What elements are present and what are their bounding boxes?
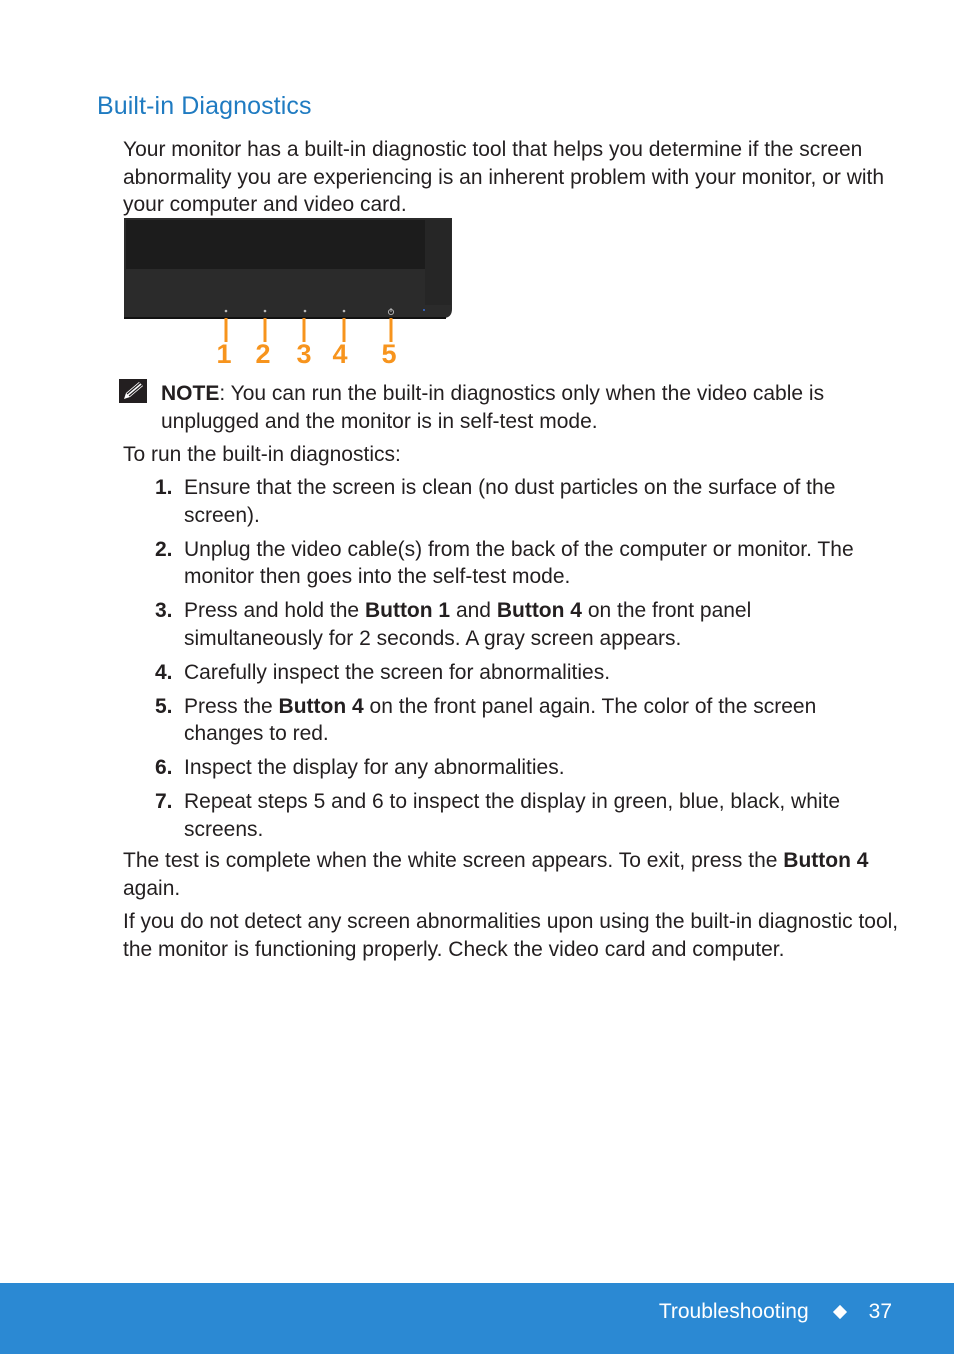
- note-label: NOTE: [161, 382, 220, 405]
- closing-paragraph: If you do not detect any screen abnormalities upon using the built-in diagnostic tool, the monitor is functioning properly. Check the video card and computer.: [123, 910, 899, 961]
- steps-list: [155, 474, 895, 850]
- step-number: 2.: [155, 537, 173, 561]
- step-text: Inspect the display for any abnormalities.: [184, 756, 565, 779]
- step-number: 5.: [155, 694, 173, 718]
- completion-text-end: again.: [123, 876, 181, 900]
- step-text: on the front panel simultaneously for 2 seconds. A gray screen appears.: [184, 599, 752, 650]
- callout-label-1: 1: [216, 339, 232, 369]
- step-number: 6.: [155, 756, 173, 779]
- step-bold-text: Button 1: [364, 599, 451, 622]
- diamond-icon: [833, 1305, 847, 1319]
- step-text: Repeat steps 5 and 6 to inspect the display in green, blue, black, white screens.: [184, 790, 841, 841]
- step-text: Carefully inspect the screen for abnormalities.: [184, 660, 611, 684]
- step-text: on the front panel again. The color of the screen changes to red.: [184, 694, 817, 745]
- step-bold-text: Button 4: [278, 694, 364, 718]
- step-number: 7.: [155, 790, 173, 813]
- step-item: [155, 693, 895, 748]
- step-item: [155, 597, 895, 652]
- completion-bold: Button 4: [783, 849, 869, 872]
- callout-label-5: 5: [381, 339, 397, 369]
- button-3-dot: [304, 310, 307, 313]
- completion-text: The test is complete when the white screen appears. To exit, press the: [123, 849, 784, 872]
- note-pencil-icon: [118, 378, 148, 406]
- monitor-illustration: [123, 217, 463, 372]
- step-number: 3.: [155, 599, 173, 622]
- steps-lead: To run the built-in diagnostics:: [123, 443, 401, 466]
- step-text: and: [450, 599, 497, 622]
- section-heading: Built-in Diagnostics: [97, 92, 312, 120]
- step-number: 1.: [155, 476, 173, 499]
- button-1-dot: [225, 310, 228, 313]
- page-footer: [0, 1283, 954, 1354]
- button-4-dot: [343, 310, 346, 313]
- completion-paragraph: [123, 847, 903, 902]
- note-text: : You can run the built-in diagnostics only when the video cable is unplugged and the monitor is in self-test mode.: [161, 382, 825, 433]
- step-number: 4.: [155, 660, 173, 684]
- step-item: [155, 788, 895, 843]
- intro-paragraph: Your monitor has a built-in diagnostic tool that helps you determine if the screen abnormality you are experiencing is an inherent problem with your monitor, or with your computer and video card.: [123, 138, 885, 216]
- step-text: Press the: [184, 694, 279, 718]
- step-item: [155, 474, 895, 529]
- step-text: Ensure that the screen is clean (no dust particles on the surface of the screen).: [184, 476, 836, 527]
- step-item: [155, 659, 895, 687]
- button-2-dot: [264, 310, 267, 313]
- callout-label-4: 4: [332, 339, 348, 369]
- callout-label-3: 3: [296, 339, 312, 369]
- monitor-front-panel-figure: [123, 217, 463, 372]
- step-item: [155, 536, 895, 591]
- step-item: [155, 754, 895, 782]
- monitor-screen: [126, 220, 425, 269]
- power-led: [423, 309, 425, 311]
- step-bold-text: Button 4: [496, 599, 582, 622]
- step-text: Press and hold the: [184, 599, 365, 622]
- page-number: 37: [868, 1300, 892, 1323]
- footer-section: Troubleshooting: [658, 1300, 809, 1323]
- step-text: Unplug the video cable(s) from the back of the computer or monitor. The monitor then goes into the self-test mode.: [184, 537, 854, 588]
- callout-label-2: 2: [255, 339, 271, 369]
